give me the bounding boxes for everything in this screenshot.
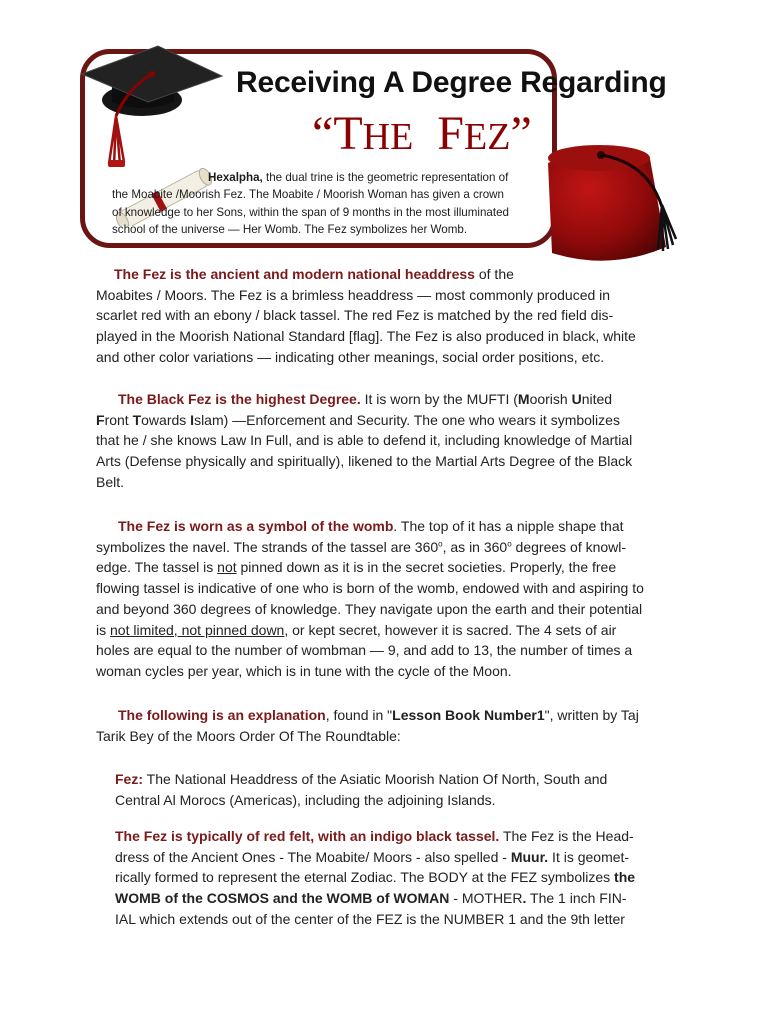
womb-cosmos-phrase: WOMB of the COSMOS and the WOMB of WOMAN	[115, 890, 450, 907]
title-open-quote: “	[312, 107, 334, 160]
hexalpha-intro	[112, 169, 542, 238]
p3-line-8: woman cycles per year, which is in tune with the cycle of the Moon.	[96, 662, 512, 679]
acronym-t-rest: owards	[141, 411, 191, 428]
acronym-u-rest: nited	[581, 391, 613, 407]
p6-line-3-a: rically formed to represent the eternal Zodiac. The BODY at the FEZ symbolizes	[115, 869, 615, 886]
p3-line-6-a: is	[96, 621, 110, 638]
acronym-u: U	[571, 391, 582, 407]
hexalpha-term: Hexalpha,	[208, 171, 263, 184]
p1-line-1-text: of the	[474, 266, 514, 282]
page-subtitle	[312, 106, 532, 161]
p6-line-1	[115, 826, 692, 847]
p4-line-1-b: ", written by Taj	[544, 707, 639, 723]
p3-line-4: flowing tassel is indicative of one who is born of the womb, endowed with and aspiring to	[96, 580, 644, 597]
p3-lead: The Fez is worn as a symbol of the womb	[118, 518, 394, 534]
p6-line-4-mother: - MOTHER	[449, 890, 523, 907]
p2-line-1	[96, 389, 692, 410]
p6-line-3-bold: the	[614, 869, 636, 886]
p3-line-2-b: , as in 360	[442, 538, 508, 555]
p2-line-4: Arts (Defense physically and spiritually), likened to the Martial Arts Degree of the Black	[96, 453, 633, 470]
degree-sign: o	[507, 539, 512, 549]
p3-line-2-a: symbolizes the navel. The strands of the tassel are 360	[96, 538, 439, 555]
p4-line-1	[96, 705, 692, 726]
p6-line-4-c: The 1 inch FIN-	[526, 890, 627, 907]
p6-line-1-text: The Fez is the Head-	[499, 828, 634, 844]
hexalpha-line-2: the Moabite /Moorish Fez. The Moabite / Moorish Woman has given a crown	[112, 188, 505, 202]
p1-line-4: played in the Moorish National Standard [flag]. The Fez is also produced in black, white	[96, 328, 636, 345]
muur-term: Muur.	[510, 848, 549, 865]
page-title: Receiving A Degree Regarding	[236, 66, 667, 99]
hexalpha-line-3: of knowledge to her Sons, within the span of 9 months in the most illuminated	[112, 205, 509, 219]
hexalpha-line-4: school of the universe — Her Womb. The Fez symbolizes her Womb.	[112, 222, 468, 236]
p3-line-5: and beyond 360 degrees of knowledge. They navigate upon the earth and their potential	[96, 600, 643, 617]
p3-line-3-a: edge. The tassel is	[96, 559, 218, 576]
p1-line-1	[96, 264, 692, 285]
title-the-rest: HE	[362, 116, 414, 158]
acronym-i: I	[190, 411, 195, 428]
paragraph-black-fez	[96, 389, 692, 493]
p6-line-4-dot: .	[522, 890, 527, 907]
paragraph-red-felt	[115, 826, 692, 930]
p6-line-3	[115, 867, 692, 888]
acronym-i-rest: slam) —Enforcement and Security. The one who wears it symbolizes	[194, 411, 620, 428]
p3-line-6	[96, 620, 692, 641]
acronym-f: F	[96, 411, 105, 428]
p6-line-4	[115, 888, 692, 909]
p6-line-5: IAL which extends out of the center of the FEZ is the NUMBER 1 and the 9th letter	[115, 910, 625, 927]
p3-line-3-b: pinned down as it is in the secret societies. Properly, the free	[236, 559, 617, 576]
p6-line-2-a: dress of the Ancient Ones - The Moabite/ Moors - also spelled -	[115, 848, 511, 865]
p5-line-1	[115, 769, 692, 790]
hexalpha-line-1	[112, 169, 542, 186]
p2-line-3: that he / she knows Law In Full, and is able to defend it, including knowledge of Martial	[96, 432, 633, 449]
p3-line-6-b: , or kept secret, however it is sacred. The 4 sets of air	[284, 621, 617, 638]
paragraph-fez-definition	[115, 769, 692, 810]
p2-line-1-text: It is worn by the MUFTI (	[360, 391, 518, 407]
underlined-not: not	[217, 559, 237, 576]
p1-lead: The Fez is the ancient and modern national headdress	[114, 266, 475, 282]
acronym-t: T	[132, 411, 142, 428]
p1-line-3: scarlet red with an ebony / black tassel. The red Fez is matched by the red field dis-	[96, 307, 614, 324]
p2-lead: The Black Fez is the highest Degree.	[118, 391, 361, 407]
paragraph-explanation	[96, 705, 692, 746]
lesson-book-title: Lesson Book Number1	[392, 707, 545, 723]
title-fez-initial: F	[437, 107, 464, 160]
p3-line-7: holes are equal to the number of wombman — 9, and add to 13, the number of times a	[96, 642, 633, 659]
hexalpha-line-1-text: the dual trine is the geometric representation of	[262, 171, 509, 184]
p6-line-2-b: It is geomet-	[548, 848, 630, 865]
degree-sign: o	[438, 539, 443, 549]
underlined-not-limited: not limited, not pinned down	[110, 621, 285, 638]
title-the-initial: T	[333, 107, 363, 160]
p6-lead: The Fez is typically of red felt, with an indigo black tassel.	[115, 828, 500, 844]
p3-line-1-text: . The top of it has a nipple shape that	[393, 518, 624, 534]
paragraph-national-headdress	[96, 264, 692, 368]
p1-line-5: and other color variations — indicating other meanings, social order positions, etc.	[96, 348, 605, 365]
p3-line-3	[96, 557, 692, 578]
p5-line-2: Central Al Morocs (Americas), including the adjoining Islands.	[115, 791, 496, 808]
paragraph-symbol-of-womb	[96, 516, 692, 682]
acronym-m-rest: oorish	[529, 391, 572, 407]
acronym-f-rest: ront	[104, 411, 133, 428]
p4-lead: The following is an explanation	[118, 707, 326, 723]
p4-line-2: Tarik Bey of the Moors Order Of The Roundtable:	[96, 727, 401, 744]
red-fez-icon	[530, 135, 700, 280]
acronym-m: M	[517, 391, 530, 407]
p1-line-2: Moabites / Moors. The Fez is a brimless headdress — most commonly produced in	[96, 286, 611, 303]
p5-line-1-text: The National Headdress of the Asiatic Moorish Nation Of North, South and	[143, 771, 608, 787]
title-close-quote: ”	[510, 107, 532, 160]
p3-line-2	[96, 537, 692, 558]
p3-line-2-c: degrees of knowl-	[511, 538, 627, 555]
p6-line-2	[115, 847, 692, 868]
p4-line-1-a: , found in "	[325, 707, 393, 723]
title-fez-rest: EZ	[464, 116, 511, 158]
p2-line-2	[96, 410, 692, 431]
p5-term: Fez:	[115, 771, 143, 787]
p3-line-1	[96, 516, 692, 537]
p2-line-5: Belt.	[96, 473, 125, 490]
